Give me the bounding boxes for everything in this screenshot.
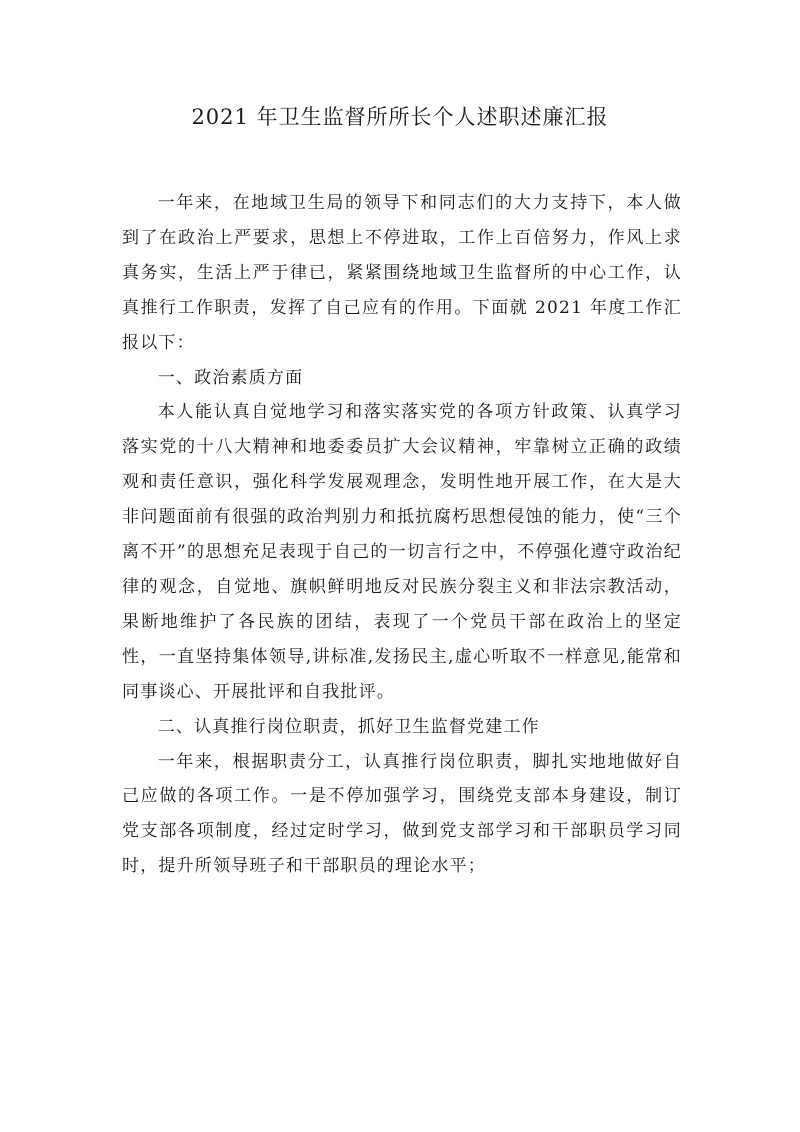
paragraph-intro: 一年来，在地域卫生局的领导下和同志们的大力支持下，本人做到了在政治上严要求，思想上不停进取，工作上百倍努力，作风上求真务实，生活上严于律已，紧紧围绕地域卫生监督所的中心工作，认真推行工作职责，发挥了自己应有的作用。下面就 2021 年度工作汇报以下： (122, 193, 682, 353)
document-body (122, 186, 682, 884)
paragraph-political: 本人能认真自觉地学习和落实落实党的各项方针政策、认真学习落实党的十八大精神和地委委员扩大会议精神，牢靠树立正确的政绩观和责任意识，强化科学发展观理念，发明性地开展工作，在大是大非问题面前有很强的政治判别力和抵抗腐朽思想侵蚀的能力，使“三个离不开”的思想充足表现于自己的一切言行之中，不停强化遵守政治纪律的观念，自觉地、旗帜鲜明地反对民族分裂主义和非法宗教活动，果断地维护了各民族的团结，表现了一个党员干部在政治上的坚定性，一直坚持集体领导,讲标准,发扬民主,虚心听取不一样意见,能常和同事谈心、开展批评和自我批评。 (122, 402, 682, 702)
section-heading-political: 一、政治素质方面 (157, 367, 304, 388)
section-heading-duties: 二、认真推行岗位职责，抓好卫生监督党建工作 (157, 716, 540, 737)
paragraph-duties: 一年来，根据职责分工，认真推行岗位职责，脚扎实地地做好自己应做的各项工作。一是不停加强学习，围绕党支部本身建设，制订党支部各项制度，经过定时学习，做到党支部学习和干部职员学习同时，提升所领导班子和干部职员的理论水平； (122, 751, 682, 877)
document-title: 2021 年卫生监督所所长个人述职述廉汇报 (191, 105, 609, 129)
